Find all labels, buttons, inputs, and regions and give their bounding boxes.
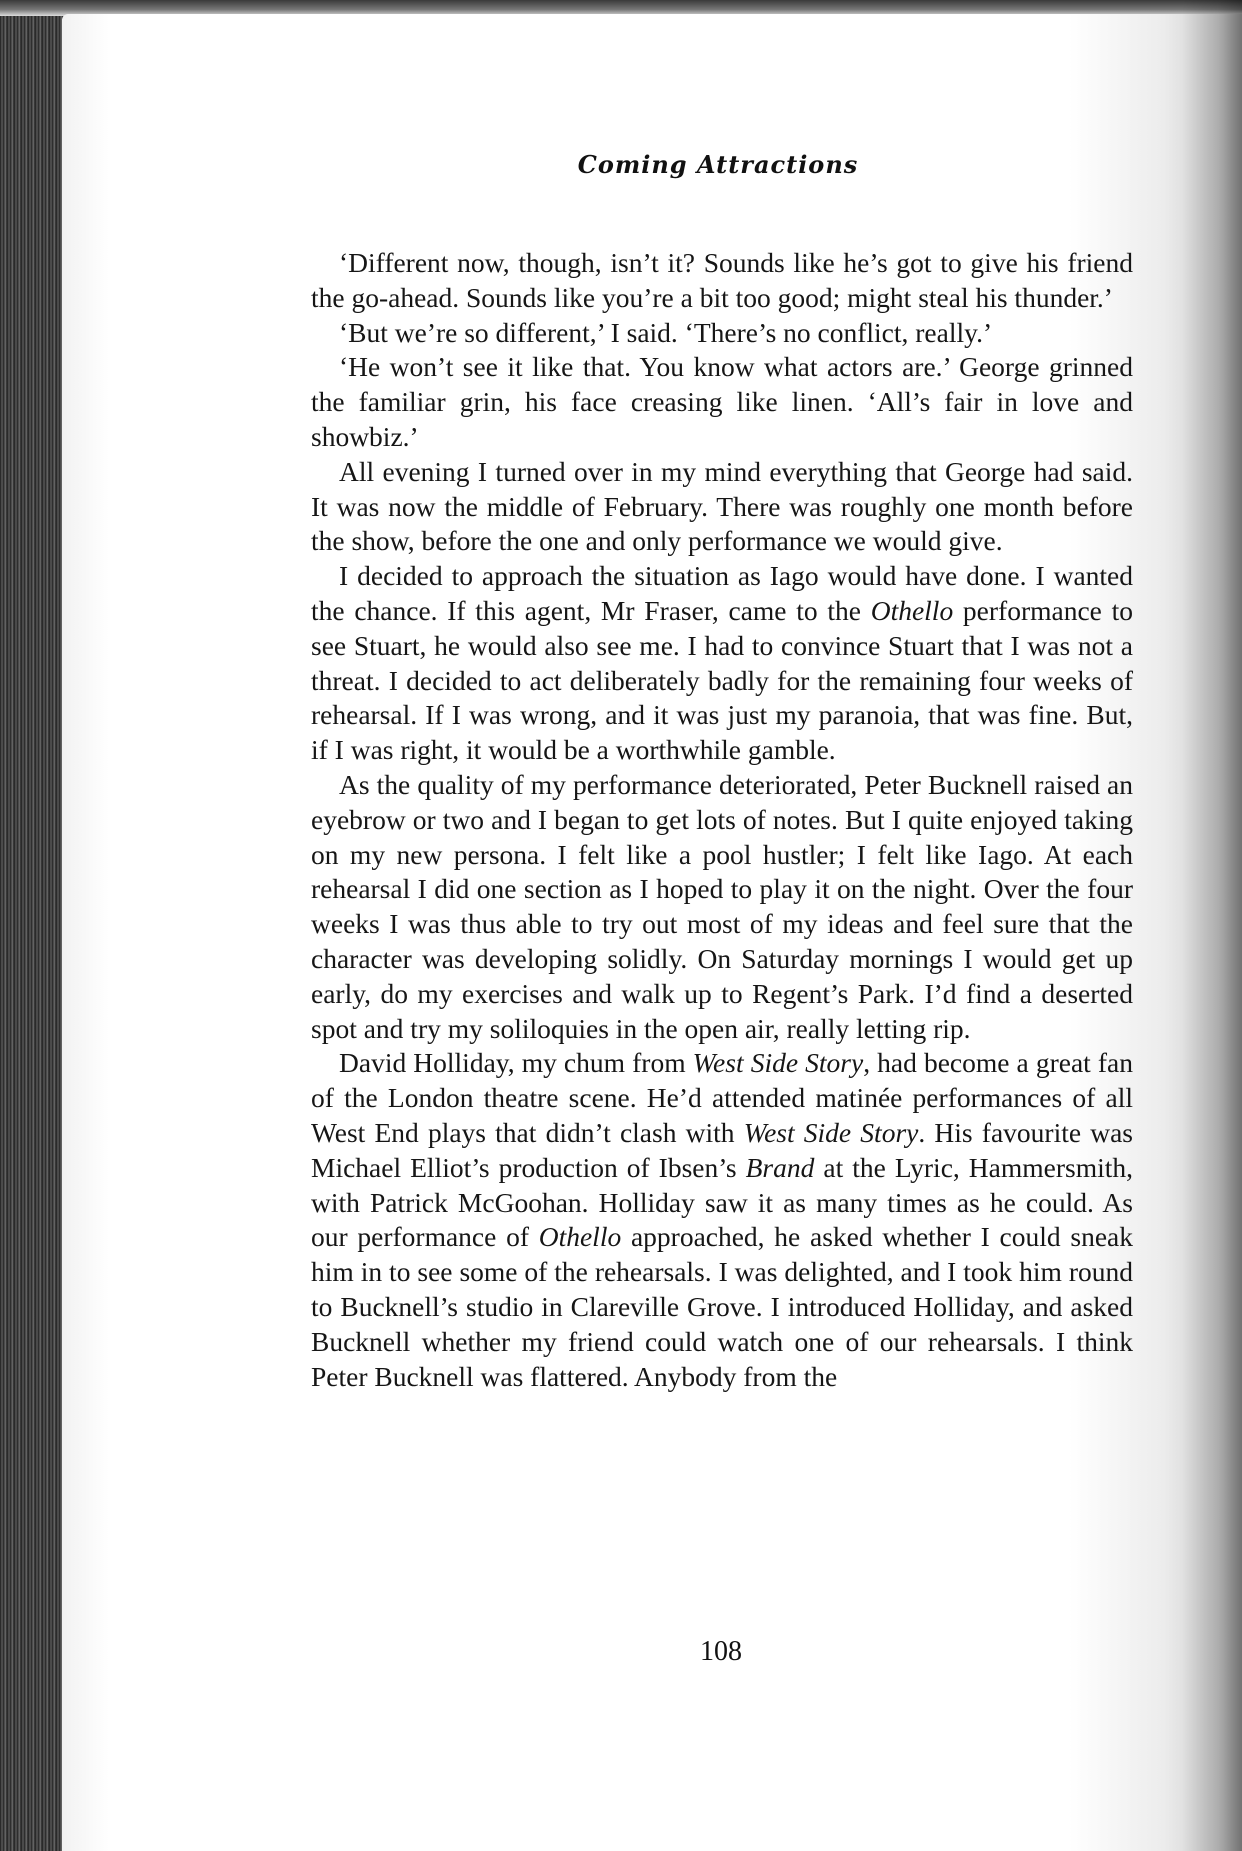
- page-number: 108: [700, 1636, 742, 1667]
- text-span: , had become a great fan of the London theatre scene. He’d attended matinée performances of all West End plays that didn’t clash with: [311, 1047, 1133, 1148]
- text-span: I decided to approach the situation as Iago would have done. I wanted the chance. If this agent, Mr Fraser, came to the: [311, 560, 1133, 626]
- italic-title-span: Othello: [870, 594, 954, 626]
- text-span: . His favourite was Michael Elliot’s production of Ibsen’s: [311, 1116, 1133, 1183]
- paragraph: [311, 455, 1133, 559]
- book-page-edges: [0, 0, 62, 1851]
- text-span: ‘He won’t see it like that. You know what actors are.’ George grinned the familiar grin, his face creasing like linen. ‘All’s fair in love and showbiz.’: [311, 351, 1133, 452]
- text-span: performance to see Stuart, he would also see me. I had to convince Stuart that I was not a threat. I decided to act deliberately badly for the remaining four weeks of rehearsal. If I was wrong, and it was just my paranoia, that was fine. But, if I was right, it would be a worthwhile gamble.: [311, 594, 1133, 766]
- paragraph: [311, 350, 1133, 454]
- text-span: All evening I turned over in my mind everything that George had said. It was now the middle of February. There was roughly one month before the show, before the one and only performance we would give.: [311, 455, 1133, 557]
- italic-title-span: Othello: [538, 1221, 622, 1253]
- running-header: Coming Attractions: [577, 150, 859, 179]
- paragraph: [311, 559, 1133, 768]
- text-span: ‘But we’re so different,’ I said. ‘There’s no conflict, really.’: [339, 316, 993, 348]
- paragraph: [311, 768, 1133, 1046]
- body-text: [311, 246, 1133, 1394]
- right-gutter-shadow: [1182, 0, 1242, 1851]
- text-span: ‘Different now, though, isn’t it? Sounds like he’s got to give his friend the go-ahead. Sounds like you’re a bit too good; might steal his thunder.’: [311, 247, 1133, 313]
- text-span: As the quality of my performance deteriorated, Peter Bucknell raised an eyebrow or two and I began to get lots of notes. But I quite enjoyed taking on my new persona. I felt like a pool hustler; I felt like Iago. At each rehearsal I did one section as I hoped to play it on the night. Over the four weeks I was thus able to try out most of my ideas and feel sure that the character was developing solidly. On Saturday mornings I would get up early, do my exercises and walk up to Regent’s Park. I’d find a deserted spot and try my soliloquies in the open air, really letting rip.: [311, 768, 1133, 1044]
- paragraph: [311, 316, 1133, 351]
- text-span: David Holliday, my chum from: [339, 1047, 693, 1079]
- paragraph: [311, 1046, 1133, 1394]
- italic-title-span: West Side Story: [743, 1116, 919, 1148]
- text-span: at the Lyric, Hammersmith, with Patrick McGoohan. Holliday saw it as many times as he could. As our performance of: [311, 1151, 1133, 1253]
- italic-title-span: West Side Story: [692, 1047, 864, 1079]
- italic-title-span: Brand: [745, 1151, 815, 1183]
- paragraph: [311, 246, 1133, 316]
- text-span: approached, he asked whether I could sneak him in to see some of the rehearsals. I was delighted, and I took him round to Bucknell’s studio in Clareville Grove. I introduced Holliday, and asked Bucknell whether my friend could watch one of our rehearsals. I think Peter Bucknell was flattered. Anybody from the: [311, 1221, 1133, 1392]
